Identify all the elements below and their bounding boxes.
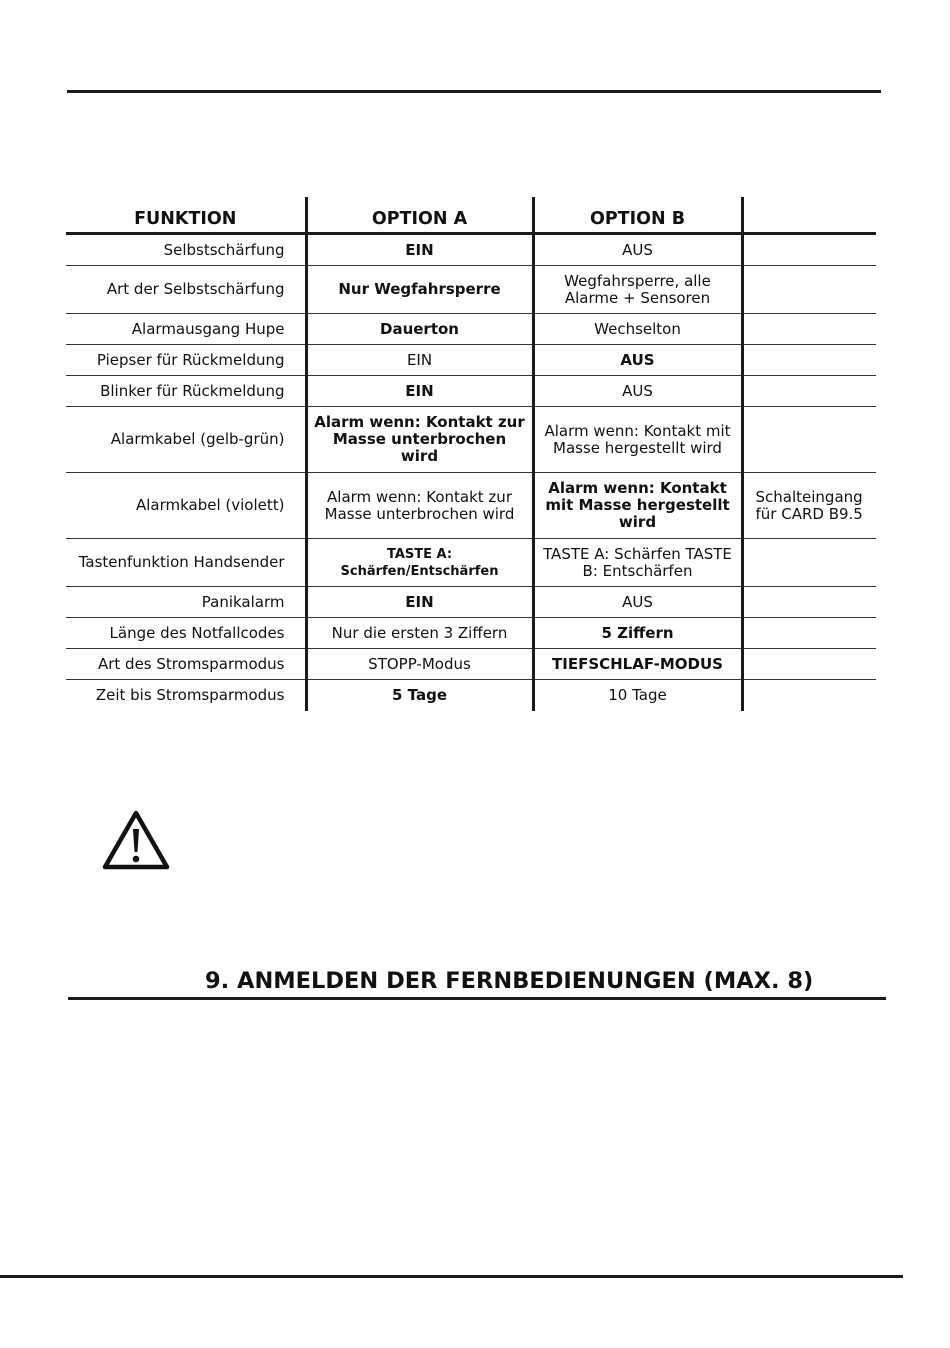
cell-option-b: 5 Ziffern bbox=[533, 618, 742, 649]
cell-note bbox=[742, 407, 876, 473]
cell-option-b: Alarm wenn: Kontakt mit Masse hergestellt wird bbox=[533, 407, 742, 473]
table-row bbox=[66, 539, 876, 587]
table-row bbox=[66, 680, 876, 711]
cell-note bbox=[742, 680, 876, 711]
cell-funktion: Zeit bis Stromsparmodus bbox=[66, 680, 306, 711]
header-funktion: FUNKTION bbox=[66, 197, 306, 234]
cell-option-b: AUS bbox=[533, 345, 742, 376]
table-row bbox=[66, 376, 876, 407]
cell-option-b: TIEFSCHLAF-MODUS bbox=[533, 649, 742, 680]
header-option-b: OPTION B bbox=[533, 197, 742, 234]
section-heading: 9. ANMELDEN DER FERNBEDIENUNGEN (MAX. 8) bbox=[205, 968, 814, 994]
cell-option-a: EIN bbox=[306, 345, 533, 376]
table-row bbox=[66, 266, 876, 314]
cell-note bbox=[742, 587, 876, 618]
cell-funktion: Selbstschärfung bbox=[66, 234, 306, 266]
cell-funktion: Alarmkabel (violett) bbox=[66, 473, 306, 539]
bottom-rule bbox=[0, 1275, 903, 1278]
cell-note bbox=[742, 266, 876, 314]
cell-option-a: TASTE A: Schärfen/Entschärfen bbox=[306, 539, 533, 587]
cell-note bbox=[742, 539, 876, 587]
cell-option-a: EIN bbox=[306, 587, 533, 618]
cell-option-b: AUS bbox=[533, 376, 742, 407]
cell-option-a: EIN bbox=[306, 376, 533, 407]
cell-funktion: Blinker für Rückmeldung bbox=[66, 376, 306, 407]
cell-note bbox=[742, 376, 876, 407]
cell-option-a: Dauerton bbox=[306, 314, 533, 345]
cell-option-b: Wechselton bbox=[533, 314, 742, 345]
settings-table bbox=[66, 197, 876, 711]
cell-option-a: Nur die ersten 3 Ziffern bbox=[306, 618, 533, 649]
table-row bbox=[66, 587, 876, 618]
cell-option-a: Alarm wenn: Kontakt zur Masse unterbrochen wird bbox=[306, 473, 533, 539]
cell-option-b: TASTE A: Schärfen TASTE B: Entschärfen bbox=[533, 539, 742, 587]
cell-note bbox=[742, 649, 876, 680]
cell-funktion: Piepser für Rückmeldung bbox=[66, 345, 306, 376]
cell-option-a: Alarm wenn: Kontakt zur Masse unterbrochen wird bbox=[306, 407, 533, 473]
cell-option-a: 5 Tage bbox=[306, 680, 533, 711]
cell-option-b: Wegfahrsperre, alle Alarme + Sensoren bbox=[533, 266, 742, 314]
header-option-a: OPTION A bbox=[306, 197, 533, 234]
cell-option-b: 10 Tage bbox=[533, 680, 742, 711]
table-row bbox=[66, 407, 876, 473]
cell-option-a: Nur Wegfahrsperre bbox=[306, 266, 533, 314]
cell-note bbox=[742, 314, 876, 345]
cell-funktion: Panikalarm bbox=[66, 587, 306, 618]
cell-funktion: Art des Stromsparmodus bbox=[66, 649, 306, 680]
cell-option-b: AUS bbox=[533, 234, 742, 266]
table-row bbox=[66, 234, 876, 266]
warning-triangle-icon bbox=[102, 810, 170, 870]
table-row bbox=[66, 314, 876, 345]
cell-funktion: Alarmkabel (gelb-grün) bbox=[66, 407, 306, 473]
cell-option-b: AUS bbox=[533, 587, 742, 618]
section-rule bbox=[68, 997, 886, 1000]
cell-funktion: Art der Selbstschärfung bbox=[66, 266, 306, 314]
cell-note bbox=[742, 234, 876, 266]
cell-note bbox=[742, 345, 876, 376]
header-note bbox=[742, 197, 876, 234]
cell-option-a: STOPP-Modus bbox=[306, 649, 533, 680]
cell-option-a: EIN bbox=[306, 234, 533, 266]
table-row bbox=[66, 473, 876, 539]
top-rule bbox=[67, 90, 881, 93]
cell-funktion: Länge des Notfallcodes bbox=[66, 618, 306, 649]
table-row bbox=[66, 618, 876, 649]
cell-note: Schalteingang für CARD B9.5 bbox=[742, 473, 876, 539]
cell-option-b: Alarm wenn: Kontakt mit Masse hergestellt wird bbox=[533, 473, 742, 539]
table-row bbox=[66, 649, 876, 680]
cell-funktion: Alarmausgang Hupe bbox=[66, 314, 306, 345]
cell-note bbox=[742, 618, 876, 649]
table-row bbox=[66, 345, 876, 376]
cell-funktion: Tastenfunktion Handsender bbox=[66, 539, 306, 587]
table-header-row bbox=[66, 197, 876, 234]
